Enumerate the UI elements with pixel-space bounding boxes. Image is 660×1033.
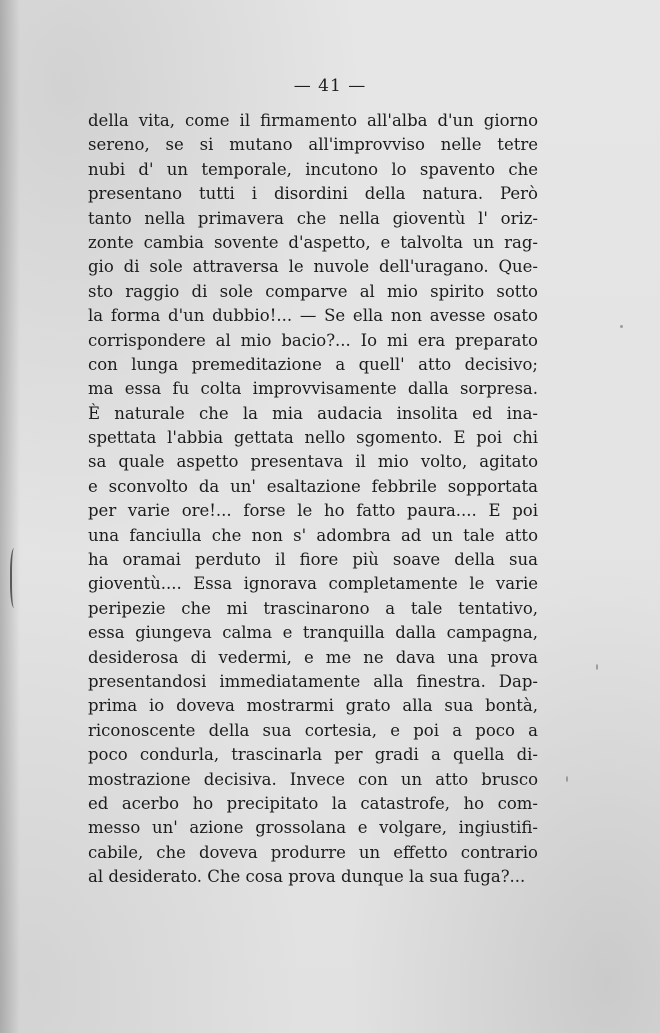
text-line: prima io doveva mostrarmi grato alla sua bontà, — [88, 696, 538, 716]
text-line: ha oramai perduto il fiore più soave della sua — [88, 550, 538, 570]
text-line: la forma d'un dubbio!... — Se ella non avesse osato — [88, 306, 538, 326]
text-line: zonte cambia sovente d'aspetto, e talvolta un rag- — [88, 232, 538, 252]
text-line: e sconvolto da un' esaltazione febbrile sopportata — [88, 476, 538, 496]
text-line: della vita, come il firmamento all'alba d'un giorno — [88, 111, 538, 130]
text-line: al desiderato. Che cosa prova dunque la sua fuga?... — [88, 867, 526, 887]
text-line: gio di sole attraversa le nuvole dell'uragano. Que- — [88, 257, 538, 277]
text-line: poco condurla, trascinarla per gradi a quella di- — [88, 745, 538, 765]
text-line: presentandosi immediatamente alla finestra. Dap- — [88, 671, 538, 691]
text-line: messo un' azione grossolana e volgare, ingiustifi- — [88, 818, 538, 838]
text-line: una fanciulla che non s' adombra ad un tale atto — [88, 525, 538, 545]
text-line: per varie ore!... forse le ho fatto paura.... E poi — [88, 501, 538, 521]
text-line: presentano tutti i disordini della natura. Però — [88, 184, 538, 204]
text-line: sa quale aspetto presentava il mio volto, agitato — [88, 452, 538, 472]
margin-pencil-mark — [10, 548, 20, 608]
text-line: peripezie che mi trascinarono a tale tentativo, — [88, 598, 538, 618]
text-line: nubi d' un temporale, incutono lo spavento che — [88, 159, 538, 179]
text-line: con lunga premeditazione a quell' atto decisivo; — [88, 354, 538, 374]
paper-speck — [596, 664, 598, 670]
text-line: ed acerbo ho precipitato la catastrofe, ho com- — [88, 793, 538, 813]
paper-speck — [566, 776, 568, 782]
text-line: cabile, che doveva produrre un effetto contrario — [88, 842, 538, 862]
text-line: riconoscente della sua cortesia, e poi a poco a — [88, 720, 538, 740]
text-line: corrispondere al mio bacio?... Io mi era preparato — [88, 330, 538, 350]
text-line: sereno, se si mutano all'improvviso nelle tetre — [88, 135, 538, 155]
body-text — [88, 109, 538, 890]
text-line: gioventù.... Essa ignorava completamente le varie — [88, 574, 538, 594]
text-line: essa giungeva calma e tranquilla dalla campagna, — [88, 623, 538, 643]
text-line: ma essa fu colta improvvisamente dalla sorpresa. — [88, 379, 538, 399]
text-line: desiderosa di vedermi, e me ne dava una prova — [88, 647, 538, 667]
text-line: tanto nella primavera che nella gioventù l' oriz- — [88, 208, 538, 228]
binding-shadow — [0, 0, 20, 1033]
text-line: mostrazione decisiva. Invece con un atto brusco — [88, 769, 538, 789]
text-line: È naturale che la mia audacia insolita ed ina- — [88, 403, 538, 423]
text-line: spettata l'abbia gettata nello sgomento. E poi chi — [88, 428, 538, 448]
page-number: — 41 — — [293, 76, 367, 96]
paper-speck — [620, 325, 623, 328]
text-line: sto raggio di sole comparve al mio spirito sotto — [88, 281, 538, 301]
